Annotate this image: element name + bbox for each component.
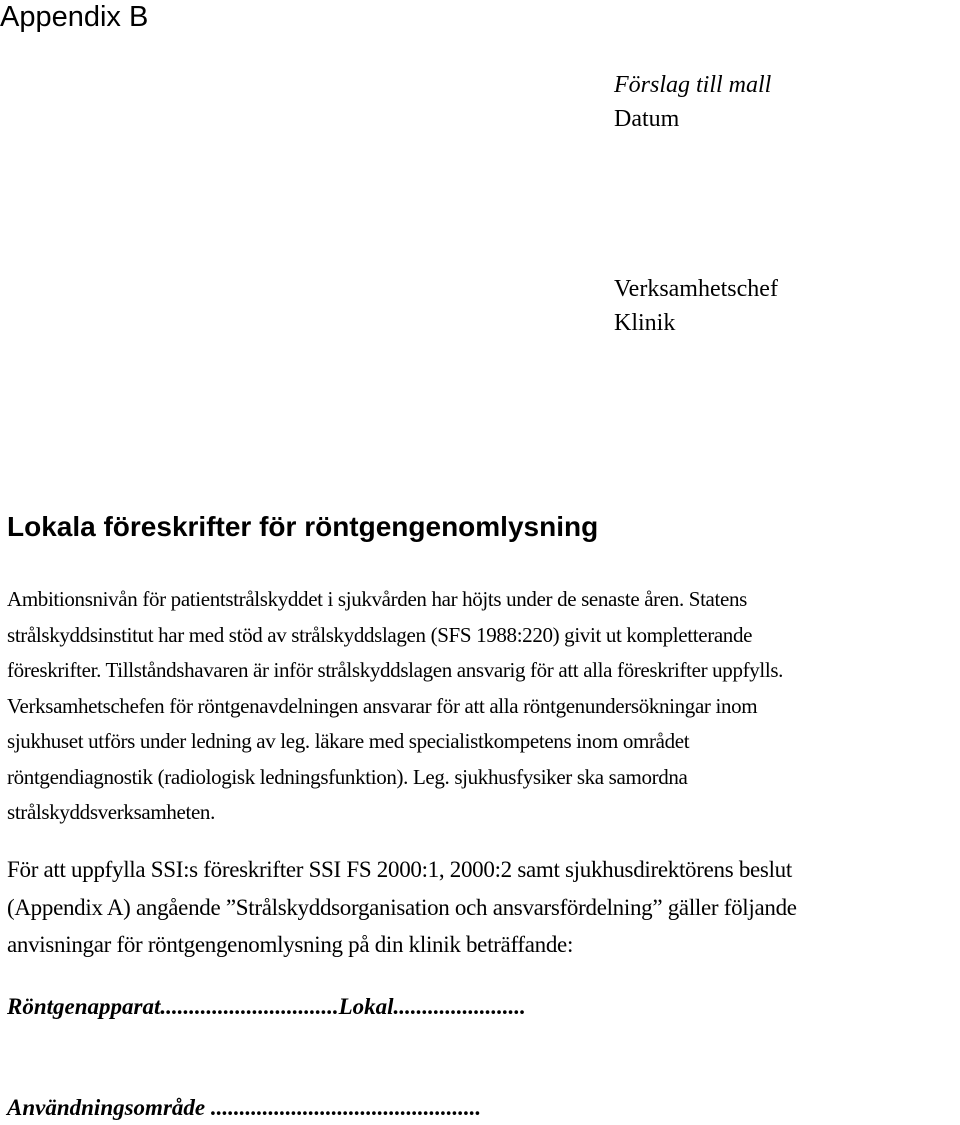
instructions-line: (Appendix A) angående ”Strålskyddsorganisation och ansvarsfördelning” gäller följande <box>7 894 797 920</box>
intro-line: föreskrifter. Tillståndshavaren är inför strålskyddslagen ansvarig för att alla föreskrifter uppfylls. <box>7 658 784 682</box>
intro-line: Ambitionsnivån för patientstrålskyddet i sjukvården har höjts under de senaste åren. Statens <box>7 587 747 611</box>
recipient-role: Verksamhetschef <box>614 276 778 302</box>
date-label: Datum <box>614 106 680 132</box>
intro-line: strålskyddsverksamheten. <box>7 800 215 824</box>
equipment-location-field: Röntgenapparat...............................Lokal....................... <box>7 994 526 1019</box>
intro-line: sjukhuset utförs under ledning av leg. läkare med specialistkompetens inom området <box>7 729 690 753</box>
template-subtitle: Förslag till mall <box>614 72 772 98</box>
usage-area-field: Användningsområde ............................................... <box>7 1095 482 1120</box>
instructions-line: anvisningar för röntgengenomlysning på din klinik beträffande: <box>7 932 574 957</box>
instructions-paragraph <box>7 851 957 964</box>
instructions-line: För att uppfylla SSI:s föreskrifter SSI FS 2000:1, 2000:2 samt sjukhusdirektörens beslut <box>7 857 792 882</box>
intro-paragraph <box>7 582 957 831</box>
appendix-heading: Appendix B <box>0 1 149 33</box>
recipient-block <box>614 272 778 340</box>
recipient-unit: Klinik <box>614 310 676 336</box>
intro-line: röntgendiagnostik (radiologisk ledningsfunktion). Leg. sjukhusfysiker ska samordna <box>7 764 688 789</box>
document-title: Lokala föreskrifter för röntgengenomlysning <box>7 511 599 542</box>
intro-line: strålskyddsinstitut har med stöd av strålskyddslagen (SFS 1988:220) givit ut kompletterande <box>7 622 753 647</box>
intro-line: Verksamhetschefen för röntgenavdelningen ansvarar för att alla röntgenundersökningar inom <box>7 693 758 718</box>
template-block <box>614 68 771 136</box>
